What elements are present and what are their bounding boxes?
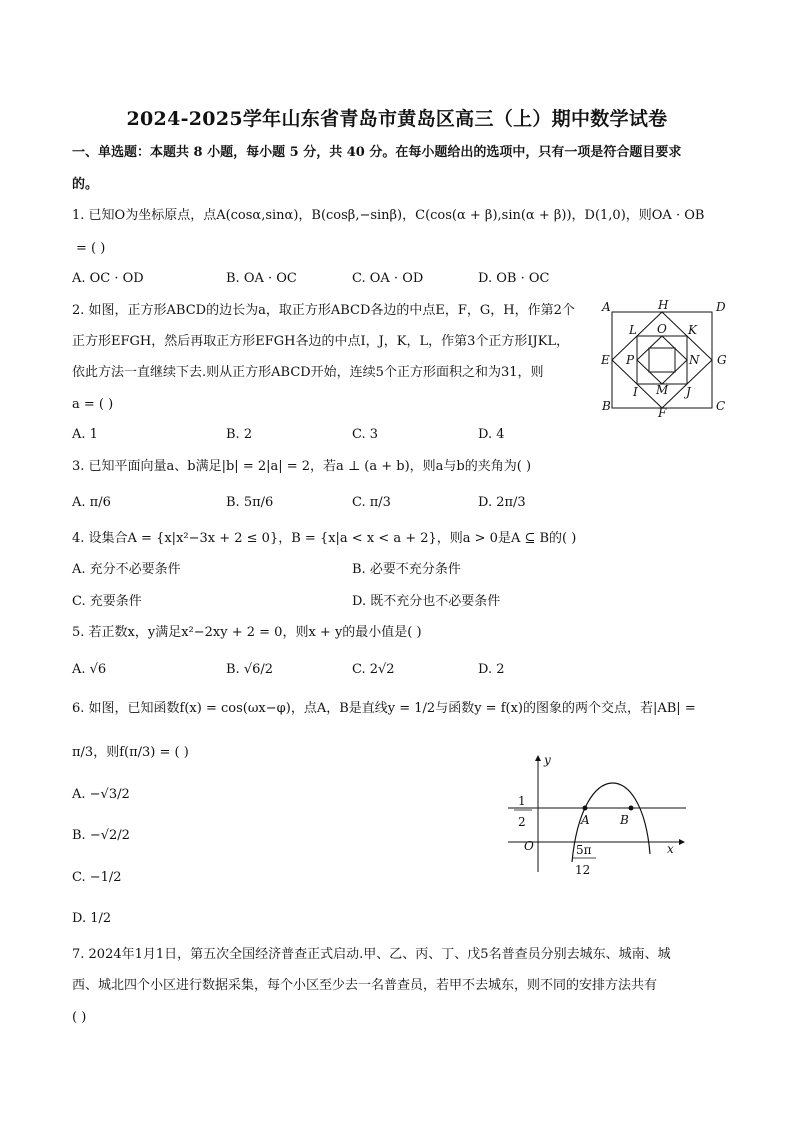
question-4-text: 4. 设集合A = {x|x²−3x + 2 ≤ 0}，B = {x|a < x < a + 2}，则a > 0是A ⊆ B的( ) [72,531,577,546]
question-6-text: 6. 如图，已知函数f(x) = cos(ωx−φ)，点A，B是直线y = 1/2与函数y = f(x)的图象的两个交点，若|AB| = [72,701,696,716]
question-7-text-cont2: ( ) [72,1010,87,1025]
section-heading: 一、单选题：本题共 8 小题，每小题 5 分，共 40 分。在每小题给出的选项中，只有一项是符合题目要求 [72,145,682,160]
square-5 [649,348,675,372]
label-e: E [601,353,610,367]
q6-option-a: A. −√3/2 [72,787,130,802]
question-1-text-cont: = ( ) [76,241,106,256]
question-2-text: 2. 如图，正方形ABCD的边长为a，取正方形ABCD各边的中点E，F，G，H，作第2个 [72,303,575,318]
question-5-text: 5. 若正数x，y满足x²−2xy + 2 = 0，则x + y的最小值是( ) [72,625,422,640]
q4-option-d: D. 既不充分也不必要条件 [352,594,501,609]
q6-option-b: B. −√2/2 [72,828,130,843]
question-2-text-cont3: a = ( ) [72,397,114,412]
label-l: L [629,323,637,337]
label-g: G [717,353,727,367]
question-6-text-cont: π/3，则f(π/3) = ( ) [72,745,189,760]
point-a [583,806,588,811]
q5-option-b: B. √6/2 [226,662,274,677]
q6-option-c: C. −1/2 [72,870,122,885]
label-p: P [626,353,635,367]
square-4 [637,336,687,384]
label-a: A [581,813,590,827]
q3-option-a: A. π/6 [72,495,111,510]
q2-option-b: B. 2 [226,427,253,442]
q1-option-a: A. OC · OD [72,271,144,286]
q5-option-d: D. 2 [478,662,505,677]
tick-numerator: 5π [576,843,592,857]
label-h: H [658,300,669,312]
label-j: J [686,385,691,399]
label-c: C [716,399,726,413]
q1-option-b: B. OA · OC [226,271,297,286]
q4-option-c: C. 充要条件 [72,594,142,609]
label-m: M [656,383,669,397]
question-2-text-cont: 正方形EFGH，然后再取正方形EFGH各边的中点I，J，K，L，作第3个正方形IJKL， [72,334,570,349]
label-n: N [689,353,700,367]
label-o: O [657,322,667,336]
q5-option-a: A. √6 [72,662,107,677]
label-b: B [620,813,629,827]
q3-option-d: D. 2π/3 [478,495,526,510]
q3-option-b: B. 5π/6 [226,495,274,510]
tick-denominator: 12 [575,863,591,877]
half-denominator: 2 [518,815,526,829]
label-a: A [602,300,611,314]
question-2-text-cont2: 依此方法一直继续下去.则从正方形ABCD开始，连续5个正方形面积之和为31，则 [72,365,544,380]
q2-option-a: A. 1 [72,427,98,442]
label-f: F [658,406,667,418]
q3-option-c: C. π/3 [352,495,391,510]
label-k: K [688,323,697,337]
section-heading-cont: 的。 [72,177,99,192]
question-7-text-cont: 西、城北四个小区进行数据采集，每个小区至少去一名普查员，若甲不去城东，则不同的安排方法共有 [72,978,658,993]
label-i: I [633,385,638,399]
square-ijkl [637,336,687,384]
question-1-text: 1. 已知O为坐标原点，点A(cosα,sinα)，B(cosβ,−sinβ)，C(cos(α + β),sin(α + β))，D(1,0)，则OA · OB [72,208,705,223]
q4-option-a: A. 充分不必要条件 [72,562,181,577]
half-numerator: 1 [518,794,526,808]
question-3-text: 3. 已知平面向量a、b满足|b| = 2|a| = 2，若a ⊥ (a + b)，则a与b的夹角为( ) [72,459,532,474]
point-b [629,806,634,811]
cosine-graph-figure [502,750,698,878]
x-axis-label: x [667,842,674,856]
label-b: B [602,399,611,413]
q2-option-d: D. 4 [478,427,505,442]
nested-squares-figure [600,300,728,418]
question-7-text: 7. 2024年1月1日，第五次全国经济普查正式启动.甲、乙、丙、丁、戊5名普查员分别去城东、城南、城 [72,947,671,962]
q1-option-d: D. OB · OC [478,271,550,286]
q1-option-c: C. OA · OD [352,271,424,286]
q5-option-c: C. 2√2 [352,662,395,677]
y-axis-label: y [544,753,551,767]
page-title: 2024-2025学年山东省青岛市黄岛区高三（上）期中数学试卷 [126,108,668,130]
q2-option-c: C. 3 [352,427,379,442]
origin-label: O [524,839,534,853]
label-d: D [716,300,726,314]
q4-option-b: B. 必要不充分条件 [352,562,461,577]
q6-option-d: D. 1/2 [72,911,112,926]
